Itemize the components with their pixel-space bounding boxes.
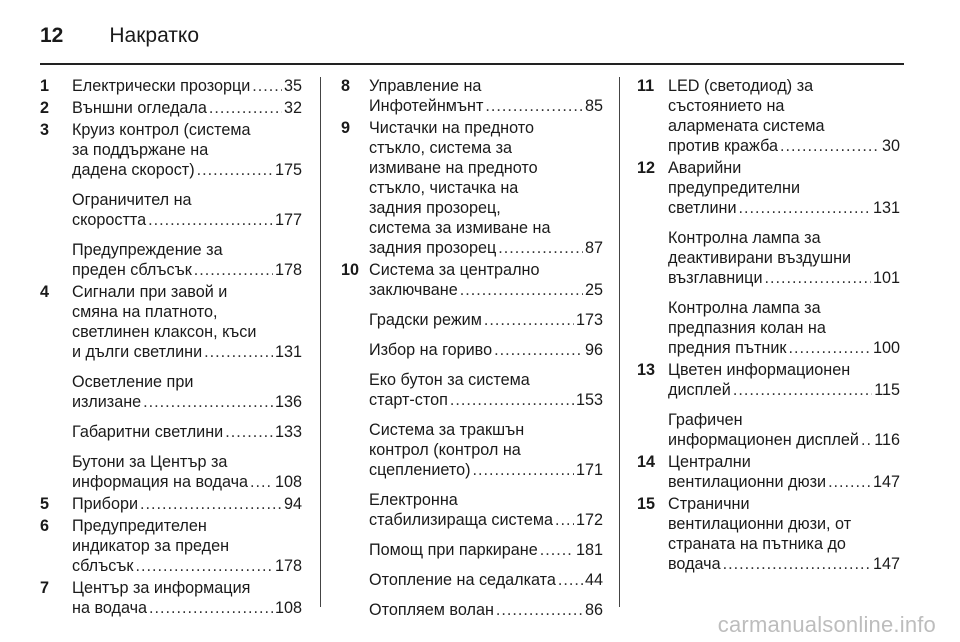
item-line: [369, 218, 603, 238]
item-line: [72, 598, 302, 618]
item-line: [72, 302, 302, 322]
item-text: Отопление на седалката: [369, 571, 556, 589]
item-text: Предупреждение за: [72, 241, 223, 259]
item-line: [668, 410, 900, 430]
index-item[interactable]: [341, 310, 603, 330]
dot-leader: [140, 494, 282, 514]
item-text: старт-стоп: [369, 391, 448, 409]
dot-leader: [861, 430, 872, 450]
index-item[interactable]: [40, 452, 302, 492]
index-item[interactable]: [637, 452, 900, 492]
entry-number: 3: [40, 121, 50, 139]
item-text: дисплей: [668, 381, 731, 399]
item-line: [72, 210, 302, 230]
item-text: за поддържане на: [72, 141, 209, 159]
page-reference: 171: [575, 461, 603, 479]
entry-number: 12: [637, 159, 656, 177]
dot-leader: [250, 472, 273, 492]
item-line: [72, 282, 302, 302]
page-reference: 147: [872, 555, 900, 573]
item-line: [668, 228, 900, 248]
item-text: Цветен информационен: [668, 361, 851, 379]
page-reference: 178: [274, 261, 302, 279]
index-item[interactable]: [341, 370, 603, 410]
item-text: Чистачки на предното: [369, 119, 534, 137]
page-reference: 172: [575, 511, 603, 529]
dot-leader: [739, 198, 871, 218]
page-reference: 101: [872, 269, 900, 287]
item-text: и дълги светлини: [72, 343, 203, 361]
item-line: [369, 238, 603, 258]
index-item[interactable]: [40, 76, 302, 96]
dot-leader: [197, 160, 273, 180]
item-line: [668, 76, 900, 96]
item-text: заключване: [369, 281, 458, 299]
index-item[interactable]: [40, 422, 302, 442]
item-text: стъкло, чистачка на: [369, 179, 519, 197]
dot-leader: [555, 510, 574, 530]
item-text: измиване на предното: [369, 159, 538, 177]
item-text: светлинен клаксон, къси: [72, 323, 257, 341]
dot-leader: [828, 472, 871, 492]
item-line: [668, 430, 900, 450]
index-entry: [341, 76, 603, 116]
item-text: Габаритни светлини: [72, 423, 224, 441]
item-text: Ограничител на: [72, 191, 192, 209]
item-line: [369, 570, 603, 590]
index-entry: [40, 516, 302, 576]
index-column-1: [40, 76, 302, 620]
index-item[interactable]: [341, 420, 603, 480]
item-line: [369, 540, 603, 560]
entry-number: 1: [40, 77, 50, 95]
item-text: водача: [668, 555, 721, 573]
item-text: Предупредителен: [72, 517, 207, 535]
index-item[interactable]: [637, 494, 900, 574]
dot-leader: [225, 422, 273, 442]
item-line: [668, 452, 900, 472]
item-text: Помощ при паркиране: [369, 541, 538, 559]
page-reference: 85: [584, 97, 603, 115]
index-item[interactable]: [40, 190, 302, 230]
item-line: [668, 380, 900, 400]
item-text: на водача: [72, 599, 148, 617]
page-reference: 131: [872, 199, 900, 217]
item-line: [72, 98, 302, 118]
index-item[interactable]: [341, 600, 603, 620]
page-title: Накратко: [109, 24, 200, 47]
item-line: [369, 158, 603, 178]
dot-leader: [148, 210, 273, 230]
index-item[interactable]: [40, 240, 302, 280]
item-text: LED (светодиод) за: [668, 77, 814, 95]
page-reference: 44: [584, 571, 603, 589]
page-reference: 181: [575, 541, 603, 559]
item-line: [369, 510, 603, 530]
entry-number: 7: [40, 579, 50, 597]
item-text: Осветление при: [72, 373, 194, 391]
item-line: [369, 490, 603, 510]
item-text: Система за тракшън: [369, 421, 525, 439]
item-line: [369, 310, 603, 330]
item-line: [668, 494, 900, 514]
index-item[interactable]: [40, 578, 302, 618]
item-line: [369, 460, 603, 480]
item-text: състоянието на: [668, 97, 785, 115]
item-line: [72, 342, 302, 362]
entry-number: 2: [40, 99, 50, 117]
item-line: [72, 120, 302, 140]
item-text: против кражба: [668, 137, 778, 155]
item-line: [72, 372, 302, 392]
item-line: [369, 118, 603, 138]
index-entry: [637, 494, 900, 574]
item-line: [369, 96, 603, 116]
item-text: стъкло, система за: [369, 139, 513, 157]
item-text: Електрически прозорци: [72, 77, 251, 95]
dot-leader: [494, 340, 583, 360]
item-line: [668, 116, 900, 136]
index-item[interactable]: [40, 120, 302, 180]
item-text: Странични: [668, 495, 750, 513]
item-line: [668, 136, 900, 156]
index-entry: [637, 76, 900, 156]
entry-number: 11: [637, 77, 655, 95]
index-item[interactable]: [637, 228, 900, 288]
item-line: [369, 260, 603, 280]
item-line: [369, 280, 603, 300]
item-text: информация на водача: [72, 473, 249, 491]
index-item[interactable]: [341, 260, 603, 300]
entry-number: 15: [637, 495, 656, 513]
entry-number: 13: [637, 361, 656, 379]
item-text: скоростта: [72, 211, 147, 229]
item-text: Круиз контрол (система: [72, 121, 251, 139]
item-line: [369, 370, 603, 390]
page-reference: 115: [874, 381, 900, 399]
item-text: страната на пътника до: [668, 535, 846, 553]
page-reference: 153: [575, 391, 603, 409]
item-text: Избор на гориво: [369, 341, 493, 359]
page-reference: 94: [283, 495, 302, 513]
page-reference: 131: [274, 343, 302, 361]
page-reference: 30: [881, 137, 900, 155]
item-text: Градски режим: [369, 311, 482, 329]
item-text: Графичен: [668, 411, 743, 429]
page-reference: 175: [274, 161, 302, 179]
header-divider: [40, 63, 904, 65]
entry-number: 4: [40, 283, 50, 301]
item-line: [369, 340, 603, 360]
watermark: carmanualsonline.info: [717, 612, 936, 637]
item-text: информационен дисплей: [668, 431, 859, 449]
page-reference: 136: [274, 393, 302, 411]
index-item[interactable]: [40, 494, 302, 514]
page-reference: 35: [283, 77, 302, 95]
item-text: деактивирани въздушни: [668, 249, 852, 267]
page-reference: 25: [584, 281, 603, 299]
item-text: светлини: [668, 199, 737, 217]
item-text: система за измиване на: [369, 219, 551, 237]
index-item[interactable]: [637, 76, 900, 156]
item-text: алармената система: [668, 117, 825, 135]
item-line: [72, 422, 302, 442]
dot-leader: [194, 260, 273, 280]
dot-leader: [765, 268, 871, 288]
item-text: Аварийни: [668, 159, 742, 177]
page-reference: 87: [584, 239, 603, 257]
item-text: излизане: [72, 393, 142, 411]
item-text: Управление на: [369, 77, 482, 95]
item-line: [72, 260, 302, 280]
item-line: [369, 440, 603, 460]
item-text: Център за информация: [72, 579, 251, 597]
item-line: [72, 160, 302, 180]
index-column-2: [341, 76, 603, 622]
index-item[interactable]: [40, 516, 302, 576]
dot-leader: [484, 310, 574, 330]
item-text: Еко бутон за система: [369, 371, 530, 389]
item-line: [72, 240, 302, 260]
index-item[interactable]: [341, 118, 603, 258]
item-text: предпазния колан на: [668, 319, 826, 337]
item-text: задния прозорец,: [369, 199, 501, 217]
item-line: [668, 268, 900, 288]
index-item[interactable]: [637, 298, 900, 358]
index-item[interactable]: [341, 340, 603, 360]
page-reference: 86: [584, 601, 603, 619]
item-line: [72, 578, 302, 598]
index-entry: [40, 120, 302, 280]
item-line: [369, 198, 603, 218]
index-item[interactable]: [637, 410, 900, 450]
column-divider-2: [619, 77, 620, 607]
item-line: [369, 390, 603, 410]
page-number: 12: [40, 24, 64, 47]
item-text: предния пътник: [668, 339, 787, 357]
item-text: Електронна: [369, 491, 458, 509]
item-line: [668, 360, 900, 380]
item-text: Бутони за Център за: [72, 453, 228, 471]
dot-leader: [733, 380, 872, 400]
index-entry: [341, 118, 603, 258]
item-line: [668, 248, 900, 268]
item-text: Контролна лампа за: [668, 229, 821, 247]
item-line: [72, 472, 302, 492]
item-line: [668, 338, 900, 358]
page-reference: 96: [584, 341, 603, 359]
dot-leader: [540, 540, 574, 560]
dot-leader: [472, 460, 574, 480]
dot-leader: [149, 598, 273, 618]
page-reference: 173: [575, 311, 603, 329]
index-entry: [637, 452, 900, 492]
dot-leader: [496, 600, 583, 620]
dot-leader: [558, 570, 583, 590]
index-entry: [341, 260, 603, 620]
page-reference: 108: [274, 599, 302, 617]
item-line: [668, 318, 900, 338]
item-line: [72, 190, 302, 210]
item-text: Инфотейнмънт: [369, 97, 484, 115]
page-reference: 32: [283, 99, 302, 117]
item-text: вентилационни дюзи: [668, 473, 827, 491]
item-line: [668, 158, 900, 178]
item-line: [72, 76, 302, 96]
dot-leader: [252, 76, 282, 96]
entry-number: 9: [341, 119, 351, 137]
entry-number: 14: [637, 453, 656, 471]
item-line: [72, 392, 302, 412]
page-reference: 178: [274, 557, 302, 575]
index-item[interactable]: [637, 158, 900, 218]
item-line: [72, 536, 302, 556]
dot-leader: [204, 342, 273, 362]
dot-leader: [788, 338, 871, 358]
item-line: [72, 494, 302, 514]
page-header: [40, 14, 904, 58]
entry-number: 8: [341, 77, 351, 95]
item-text: задния прозорец: [369, 239, 497, 257]
item-line: [369, 138, 603, 158]
item-text: преден сблъсък: [72, 261, 192, 279]
item-line: [72, 140, 302, 160]
item-line: [369, 76, 603, 96]
index-item[interactable]: [637, 360, 900, 400]
index-entry: [40, 98, 302, 118]
item-line: [668, 298, 900, 318]
item-line: [369, 600, 603, 620]
page-reference: 100: [872, 339, 900, 357]
dot-leader: [780, 136, 880, 156]
page-reference: 147: [872, 473, 900, 491]
item-text: предупредителни: [668, 179, 800, 197]
index-entry: [40, 76, 302, 96]
item-text: сблъсък: [72, 557, 134, 575]
index-entry: [637, 158, 900, 358]
dot-leader: [723, 554, 871, 574]
item-text: смяна на платното,: [72, 303, 218, 321]
index-entry: [637, 360, 900, 450]
item-line: [72, 452, 302, 472]
index-item[interactable]: [341, 76, 603, 116]
item-text: Централни: [668, 453, 751, 471]
entry-number: 10: [341, 261, 360, 279]
index-item[interactable]: [341, 490, 603, 530]
page-reference: 116: [874, 431, 900, 449]
index-entry: [40, 282, 302, 492]
page-reference: 177: [274, 211, 302, 229]
item-line: [369, 178, 603, 198]
item-text: Контролна лампа за: [668, 299, 821, 317]
page-reference: 133: [274, 423, 302, 441]
item-line: [72, 322, 302, 342]
item-line: [668, 198, 900, 218]
dot-leader: [450, 390, 574, 410]
entry-number: 6: [40, 517, 50, 535]
entry-number: 5: [40, 495, 50, 513]
index-item[interactable]: [341, 540, 603, 560]
item-line: [72, 516, 302, 536]
dot-leader: [485, 96, 583, 116]
item-text: стабилизираща система: [369, 511, 554, 529]
page-reference: 108: [274, 473, 302, 491]
index-column-3: [637, 76, 900, 576]
item-line: [668, 178, 900, 198]
item-text: дадена скорост): [72, 161, 195, 179]
index-item[interactable]: [40, 98, 302, 118]
column-divider-1: [320, 77, 321, 607]
dot-leader: [143, 392, 273, 412]
item-text: Прибори: [72, 495, 138, 513]
item-text: Сигнали при завой и: [72, 283, 228, 301]
item-line: [668, 534, 900, 554]
item-text: сцеплението): [369, 461, 471, 479]
index-item[interactable]: [341, 570, 603, 590]
item-line: [668, 96, 900, 116]
index-item[interactable]: [40, 282, 302, 362]
index-entry: [40, 578, 302, 618]
item-text: контрол (контрол на: [369, 441, 521, 459]
dot-leader: [498, 238, 583, 258]
item-line: [668, 514, 900, 534]
item-line: [72, 556, 302, 576]
index-item[interactable]: [40, 372, 302, 412]
dot-leader: [136, 556, 273, 576]
dot-leader: [460, 280, 583, 300]
item-line: [668, 554, 900, 574]
item-text: Система за централно: [369, 261, 540, 279]
item-text: Външни огледала: [72, 99, 207, 117]
item-line: [369, 420, 603, 440]
item-text: възглавници: [668, 269, 763, 287]
item-text: Отопляем волан: [369, 601, 494, 619]
item-text: вентилационни дюзи, от: [668, 515, 852, 533]
index-entry: [40, 494, 302, 514]
item-line: [668, 472, 900, 492]
dot-leader: [209, 98, 282, 118]
item-text: индикатор за преден: [72, 537, 230, 555]
